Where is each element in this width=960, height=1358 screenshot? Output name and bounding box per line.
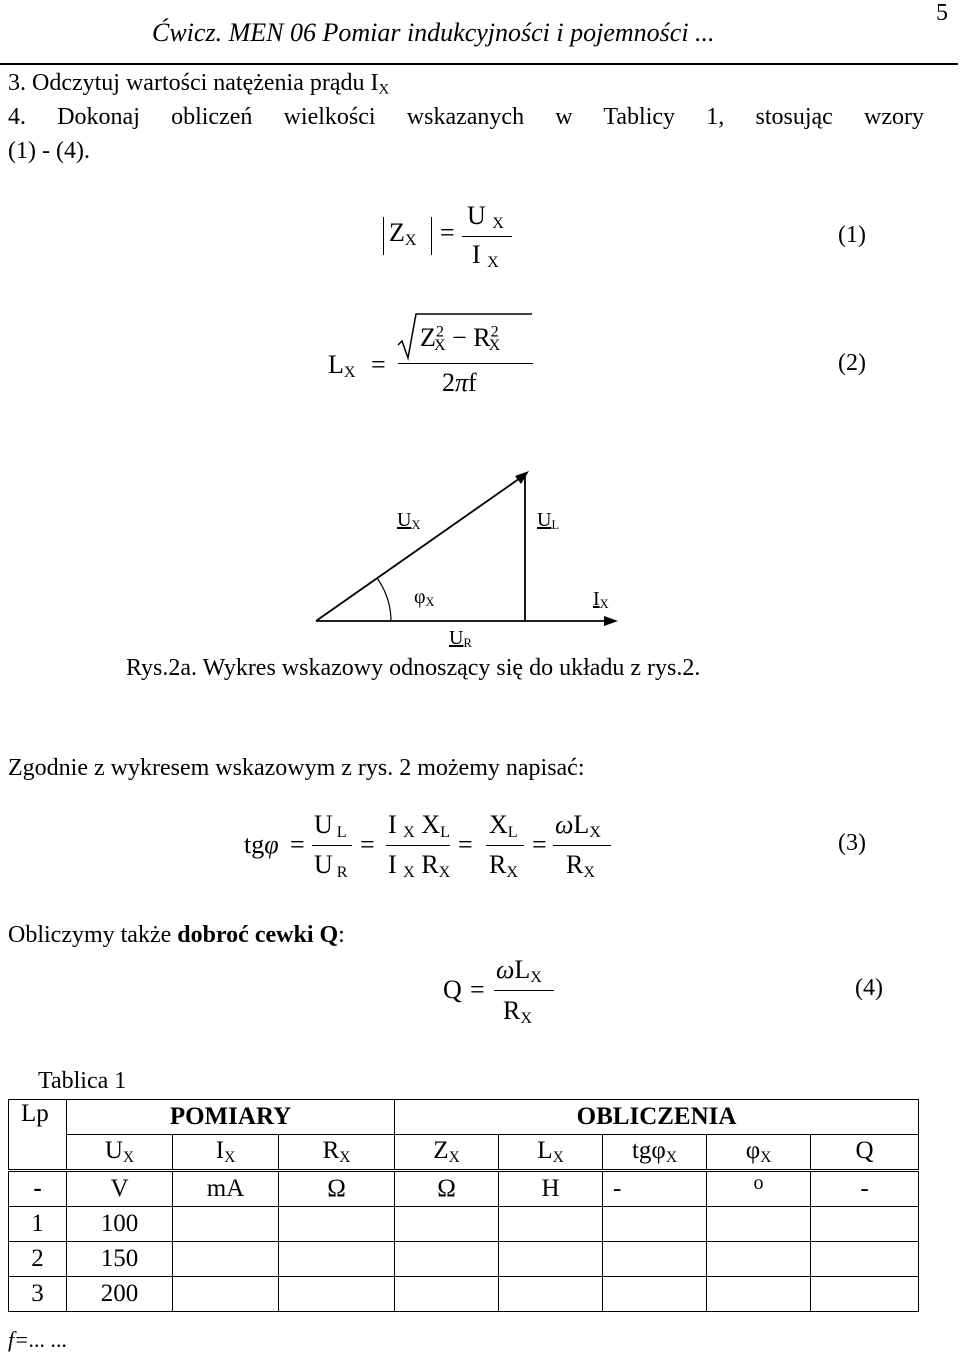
page-header-title: Ćwicz. MEN 06 Pomiar indukcyjności i pojemności ...: [152, 18, 715, 47]
cell[interactable]: [707, 1242, 811, 1277]
label-ux: $U_X$: [397, 509, 421, 533]
phasor-triangle: [300, 460, 630, 635]
cell-lp: 2: [9, 1242, 67, 1277]
table-header-row-1: [9, 1100, 919, 1135]
header-zx: $Z_X$: [395, 1135, 499, 1171]
table-row: [9, 1207, 919, 1242]
cell-ux: 150: [67, 1242, 173, 1277]
frequency-footer: f=... ...: [8, 1327, 68, 1352]
unit-cell: H: [499, 1171, 603, 1207]
eq1-equals: =: [440, 218, 455, 247]
cell[interactable]: [499, 1277, 603, 1312]
step-4-line2: (1) - (4).: [8, 138, 90, 164]
header-lx: $L_X$: [499, 1135, 603, 1171]
header-pomiary: POMIARY: [67, 1100, 395, 1135]
eq3-f3-den: $R_X$: [489, 850, 518, 882]
eq3-f4-line: [553, 845, 611, 846]
unit-cell: -: [603, 1171, 707, 1207]
cell-lp: 1: [9, 1207, 67, 1242]
cell[interactable]: [279, 1242, 395, 1277]
eq3-f2-den: I $_X$ $R_X$: [388, 850, 451, 882]
eq3-f1-den: U $_R$: [314, 850, 348, 882]
cell[interactable]: [499, 1207, 603, 1242]
cell[interactable]: [499, 1242, 603, 1277]
cell-lp: 3: [9, 1277, 67, 1312]
unit-cell: Ω: [395, 1171, 499, 1207]
label-ur: $U_R$: [449, 627, 472, 651]
eq3-f4-den: $R_X$: [566, 850, 595, 882]
step-4-line1: 4. Dokonaj obliczeń wielkości wskazanych w Tablicy 1, stosując wzory: [8, 104, 924, 130]
cell[interactable]: [603, 1277, 707, 1312]
eq1-numerator: U $_X$: [467, 201, 504, 233]
eq3-eq2: =: [360, 830, 375, 859]
eq1-zx: $Z_X$: [389, 218, 417, 250]
label-ul: $U_L$: [537, 509, 560, 533]
eq3-eq4: =: [532, 830, 547, 859]
table-row: [9, 1242, 919, 1277]
eq3-f2-num: I $_X$ $X_L$: [388, 810, 450, 842]
results-table: [8, 1099, 919, 1312]
eq1-fraction-line: [462, 236, 512, 237]
eq2-lx: $L_X$: [328, 350, 356, 382]
cell[interactable]: [811, 1207, 919, 1242]
header-tgphix: tgφ$_X$: [603, 1135, 707, 1171]
unit-cell: -: [9, 1171, 67, 1207]
header-phix: $\varphi_X$: [707, 1135, 811, 1171]
eq4-number: (4): [855, 975, 883, 1001]
unit-cell: Ω: [279, 1171, 395, 1207]
eq4-q: Q: [443, 975, 462, 1004]
eq2-equals: =: [371, 350, 386, 379]
cell[interactable]: [279, 1277, 395, 1312]
eq2-denominator: 2πf: [442, 368, 477, 397]
eq3-f1-num: U $_L$: [314, 810, 347, 842]
header-ux: $U_X$: [67, 1135, 173, 1171]
table-header-row-2: [9, 1135, 919, 1171]
eq4-denominator: $R_X$: [503, 996, 532, 1028]
eq1-denominator: I $_X$: [472, 240, 499, 272]
abs-bar-left: [383, 217, 384, 255]
figure-caption: Rys.2a. Wykres wskazowy odnoszący się do układu z rys.2.: [126, 655, 701, 681]
eq4-equals: =: [470, 975, 485, 1004]
header-rule: [0, 63, 958, 65]
eq4-fraction-line: [494, 990, 554, 991]
header-lp: Lp: [9, 1100, 67, 1171]
cell[interactable]: [173, 1277, 279, 1312]
eq2-radicand: $Z^2_X - R^2_X$: [420, 323, 501, 355]
cell[interactable]: [811, 1277, 919, 1312]
cell[interactable]: [279, 1207, 395, 1242]
eq3-f1-line: [312, 845, 352, 846]
cell[interactable]: [395, 1242, 499, 1277]
table-caption: Tablica 1: [38, 1068, 127, 1094]
unit-cell: V: [67, 1171, 173, 1207]
eq3-eq1: =: [290, 830, 305, 859]
label-ix: $I_X$: [593, 588, 609, 612]
cell-ux: 200: [67, 1277, 173, 1312]
eq3-f3-num: $X_L$: [489, 810, 518, 842]
unit-cell: o: [707, 1171, 811, 1207]
eq3-eq3: =: [458, 830, 473, 859]
step-3: 3. Odczytuj wartości natężenia prądu $I_X$: [8, 70, 390, 98]
cell[interactable]: [811, 1242, 919, 1277]
cell[interactable]: [395, 1207, 499, 1242]
unit-cell: mA: [173, 1171, 279, 1207]
header-rx: $R_X$: [279, 1135, 395, 1171]
cell[interactable]: [707, 1207, 811, 1242]
cell[interactable]: [173, 1242, 279, 1277]
header-obliczenia: OBLICZENIA: [395, 1100, 919, 1135]
page-number: 5: [936, 0, 948, 26]
unit-cell: -: [811, 1171, 919, 1207]
cell[interactable]: [395, 1277, 499, 1312]
table-units-row: [9, 1171, 919, 1207]
eq3-tgphi: tgφ: [244, 830, 279, 859]
cell[interactable]: [173, 1207, 279, 1242]
cell[interactable]: [603, 1242, 707, 1277]
eq3-f3-line: [486, 845, 524, 846]
header-ix: $I_X$: [173, 1135, 279, 1171]
abs-bar-right: [431, 217, 432, 255]
eq1-number: (1): [838, 222, 866, 248]
table-row: [9, 1277, 919, 1312]
eq2-number: (2): [838, 350, 866, 376]
header-q: Q: [811, 1135, 919, 1171]
intro-equation-3: Zgodnie z wykresem wskazowym z rys. 2 możemy napisać:: [8, 755, 585, 781]
intro-equation-4: Obliczymy także dobroć cewki Q:: [8, 922, 345, 948]
cell-ux: 100: [67, 1207, 173, 1242]
eq3-number: (3): [838, 830, 866, 856]
label-phi: $\varphi_X$: [414, 586, 435, 610]
eq3-f2-line: [386, 845, 450, 846]
eq3-f4-num: $\omega L_X$: [555, 810, 601, 842]
eq4-numerator: $\omega L_X$: [496, 955, 542, 987]
cell[interactable]: [707, 1277, 811, 1312]
eq2-fraction-line: [398, 363, 533, 364]
cell[interactable]: [603, 1207, 707, 1242]
